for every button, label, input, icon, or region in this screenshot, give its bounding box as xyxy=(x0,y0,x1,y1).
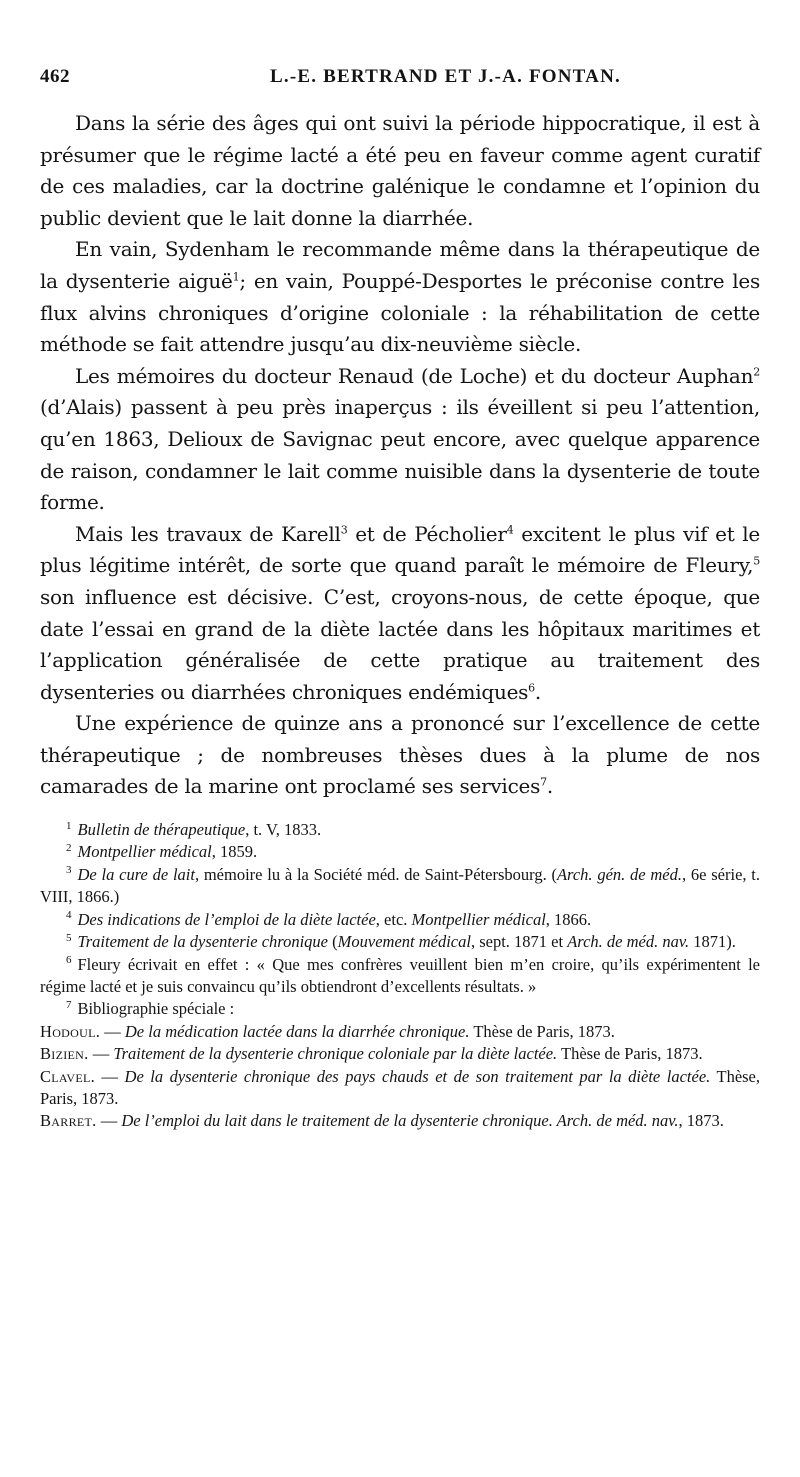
bibliography-text: Thèse, Paris, 1873. xyxy=(40,1066,761,1108)
paragraph-4-text-d: son influence est décisive. C’est, croyons-nous, de cette époque, que date l’essai en grand de la diète lactée dans les hôpitaux maritimes et l’application généralisée de cette pratique au traitement des dysenteries ou diarrhées chroniques endémiques xyxy=(40,584,760,704)
footnote-number: 1 xyxy=(66,819,72,832)
footnote-ref-4: 4 xyxy=(506,523,514,537)
footnote-text: , sept. 1871 et xyxy=(470,932,568,952)
paragraph-4 xyxy=(40,519,760,709)
running-title: L.-E. BERTRAND ET J.-A. FONTAN. xyxy=(270,66,621,87)
bibliography-title: Traitement de la dysenterie chronique coloniale par la diète lactée. xyxy=(113,1044,558,1064)
paragraph-1 xyxy=(40,108,760,234)
footnote-2 xyxy=(40,841,760,863)
footnote-text: , 6e série, t. VIII, 1866.) xyxy=(40,864,761,907)
footnote-journal: Mouvement médical xyxy=(337,932,471,952)
footnote-text: , 1859. xyxy=(211,842,258,862)
footnote-text: , 1866. xyxy=(545,909,592,929)
running-head xyxy=(40,66,760,96)
footnote-number: 6 xyxy=(66,954,72,966)
footnote-7 xyxy=(40,998,760,1020)
bibliography-author: Clavel. xyxy=(40,1066,96,1086)
bibliography-title: De l’emploi du lait dans le traitement de la dysenterie chronique. Arch. de méd. nav. xyxy=(121,1111,679,1131)
bibliography-entry xyxy=(40,1110,760,1132)
footnote-title: Traitement de la dysenterie chronique xyxy=(77,932,329,952)
paragraph-2-text-a: En vain, Sydenham le recommande même dans la thérapeutique de la dysenterie aiguë xyxy=(40,237,760,293)
bibliography-dash: — xyxy=(95,1066,125,1086)
footnote-title: Montpellier médical xyxy=(77,842,212,862)
body-text xyxy=(40,108,760,803)
footnote-ref-7: 7 xyxy=(540,775,547,789)
page-number: 462 xyxy=(40,66,70,87)
paragraph-4-text-e: . xyxy=(534,679,542,704)
footnote-number: 2 xyxy=(66,841,72,854)
footnote-journal: Arch. gén. de méd. xyxy=(556,864,683,884)
paragraph-3-text-b: (d’Alais) passent à peu près inaperçus : ils éveillent si peu l’attention, qu’en 1863, Delioux de Savignac peut encore, avec quelque apparence de raison, condamner le lait comme nuisible dans la dysenterie de toute forme. xyxy=(40,395,760,515)
footnote-number: 5 xyxy=(66,931,72,944)
bibliography-text: Thèse de Paris, 1873. xyxy=(557,1044,703,1064)
footnote-text: 1871). xyxy=(689,932,736,952)
paragraph-1-text: Dans la série des âges qui ont suivi la période hippocratique, il est à présumer que le régime lacté a été peu en faveur comme agent curatif de ces maladies, car la doctrine galénique le condamne et l’opinion du public devient que le lait donne la diarrhée. xyxy=(40,111,760,230)
bibliography-dash: — xyxy=(88,1044,114,1064)
footnote-ref-6: 6 xyxy=(528,681,535,695)
paragraph-4-text-a: Mais les travaux de Karell xyxy=(75,521,341,546)
paragraph-2 xyxy=(40,234,760,360)
paragraph-5-text-a: Une expérience de quinze ans a prononcé sur l’excellence de cette thérapeutique ; de nombreuses thèses dues à la plume de nos camarades de la marine ont proclamé ses services xyxy=(40,711,760,799)
footnote-title: Bulletin de thérapeutique xyxy=(77,820,246,840)
footnotes xyxy=(40,819,760,1133)
footnote-title: Des indications de l’emploi de la diète lactée xyxy=(77,909,376,929)
footnote-number: 3 xyxy=(66,864,72,877)
footnote-4 xyxy=(40,909,760,931)
bibliography-entry xyxy=(40,1021,760,1043)
paragraph-2-text-b: ; en vain, Pouppé-Desportes le préconise contre les flux alvins chroniques d’origine coloniale : la réhabilitation de cette méthode se fait attendre jusqu’au dix-neuvième siècle. xyxy=(40,268,760,357)
footnote-text: Bibliographie spéciale : xyxy=(77,999,235,1019)
footnote-ref-1: 1 xyxy=(232,270,240,284)
paragraph-5 xyxy=(40,708,760,803)
footnote-number: 7 xyxy=(66,998,72,1011)
footnote-6 xyxy=(40,954,760,999)
paragraph-4-text-b: et de Pécholier xyxy=(347,521,507,546)
bibliography-text: Thèse de Paris, 1873. xyxy=(469,1021,615,1041)
footnote-number: 4 xyxy=(66,909,72,922)
footnote-3 xyxy=(40,864,760,909)
footnote-title: De la cure de lait xyxy=(77,864,195,884)
paragraph-5-text-b: . xyxy=(546,774,553,799)
paragraph-3 xyxy=(40,361,760,519)
footnote-5 xyxy=(40,931,760,953)
bibliography-text: , 1873. xyxy=(678,1111,724,1131)
bibliography-dash: — xyxy=(96,1111,122,1131)
footnote-text: , mémoire lu à la Société méd. de Saint-Pétersbourg. ( xyxy=(194,864,557,884)
bibliography-author: Barret. xyxy=(40,1111,97,1131)
bibliography-author: Bizien. xyxy=(40,1044,89,1064)
footnote-text: Fleury écrivait en effet : « Que mes confrères veuillent bien m’en croire, qu’ils expérimentent le régime lacté et je suis convaincu qu’ils obtiendront d’excellents résultats. » xyxy=(40,954,760,996)
footnote-journal: Arch. de méd. nav. xyxy=(567,932,690,952)
bibliography-author: Hodoul. xyxy=(40,1021,101,1041)
footnote-ref-2: 2 xyxy=(753,365,760,379)
bibliography-entry xyxy=(40,1043,760,1065)
footnote-journal: Montpellier médical xyxy=(411,909,546,929)
paragraph-4-text-c: excitent le plus vif et le plus légitime intérêt, de sorte que quand paraît le mémoire de Fleury, xyxy=(40,521,761,578)
footnote-ref-3: 3 xyxy=(340,523,348,537)
footnote-ref-5: 5 xyxy=(753,554,760,568)
footnote-text: ( xyxy=(328,932,338,952)
footnote-text: , t. V, 1833. xyxy=(245,820,322,840)
bibliography-title: De la médication lactée dans la diarrhée chronique. xyxy=(124,1021,470,1041)
footnote-text: , etc. xyxy=(375,909,412,929)
bibliography-entry xyxy=(40,1066,760,1111)
paragraph-3-text-a: Les mémoires du docteur Renaud (de Loche) et du docteur Auphan xyxy=(75,363,754,388)
bibliography-title: De la dysenterie chronique des pays chauds et de son traitement par la diète lactée. xyxy=(124,1066,711,1086)
footnote-1 xyxy=(40,819,760,841)
bibliography-dash: — xyxy=(100,1021,125,1041)
